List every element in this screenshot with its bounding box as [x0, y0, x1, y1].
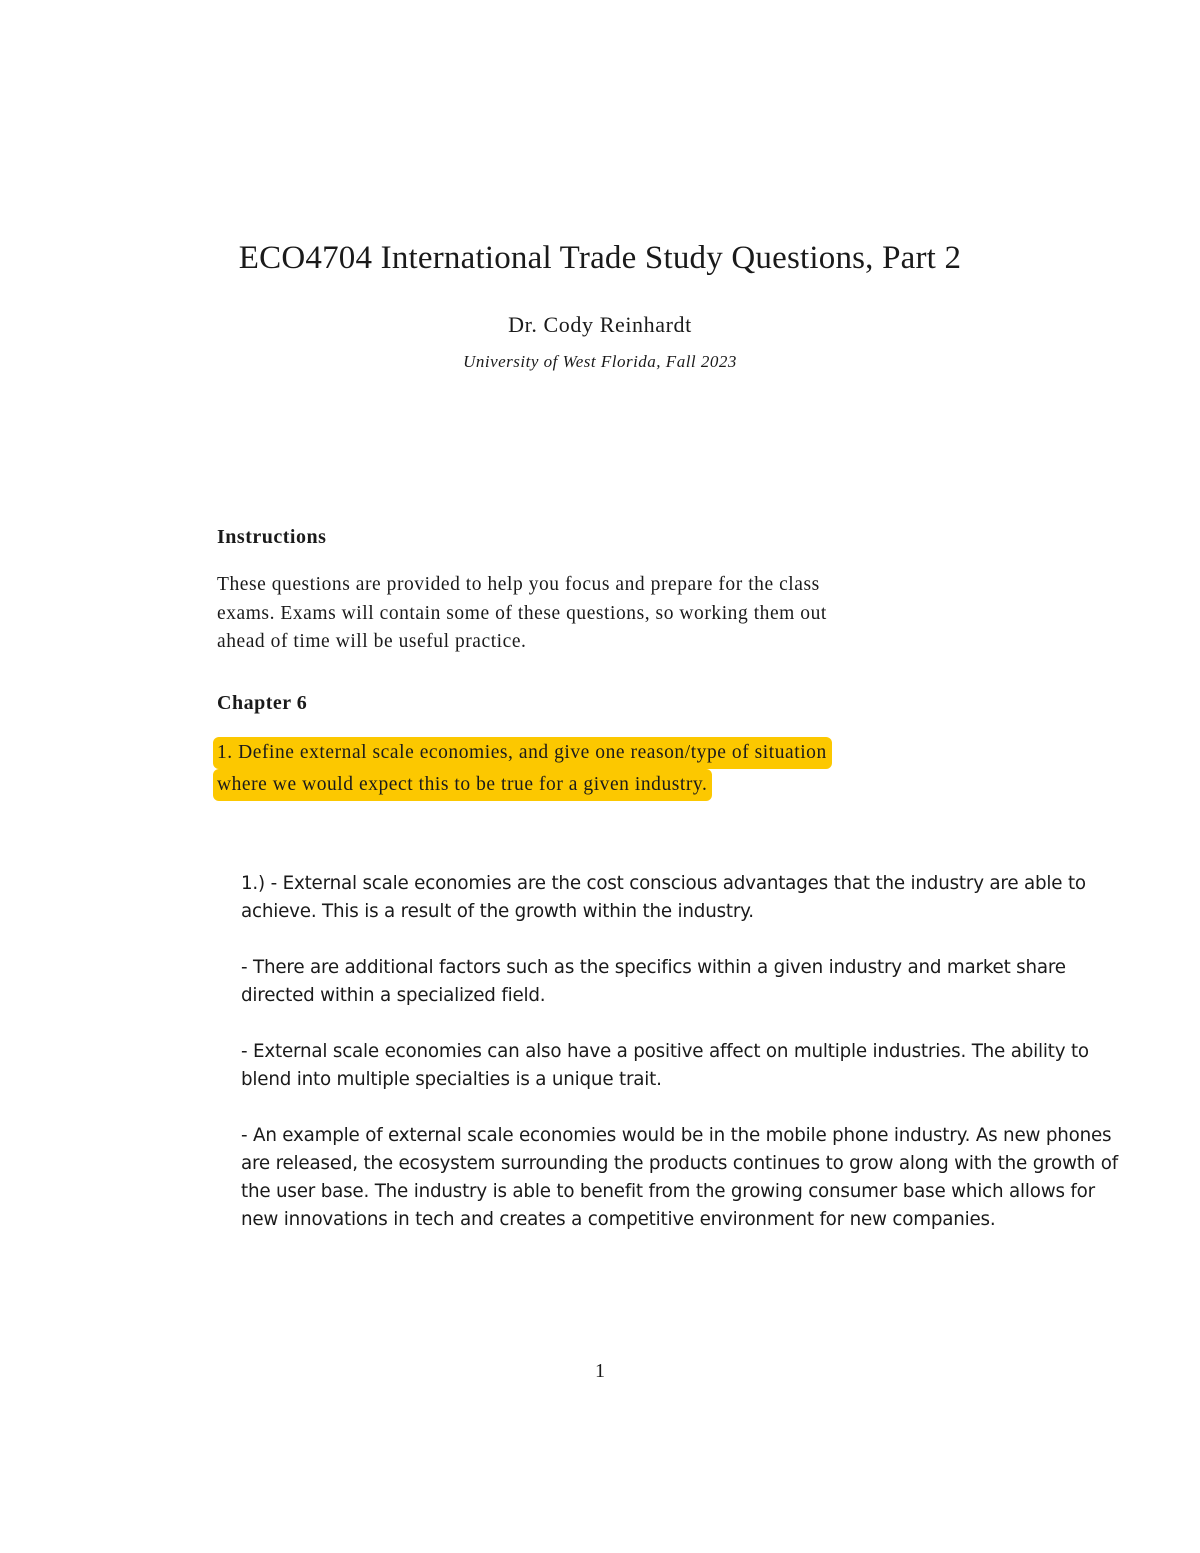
answer-paragraph	[241, 1122, 1171, 1234]
answer-paragraph	[241, 1038, 1171, 1094]
instructions-line: These questions are provided to help you focus and prepare for the class	[217, 574, 820, 595]
affiliation: University of West Florida, Fall 2023	[463, 352, 737, 371]
highlighted-question	[213, 737, 832, 801]
document-title: ECO4704 International Trade Study Questions, Part 2	[238, 240, 962, 276]
answer-line: blend into multiple specialties is a unique trait.	[241, 1069, 662, 1090]
author-name: Dr. Cody Reinhardt	[508, 312, 692, 337]
answer-paragraph	[241, 954, 1171, 1010]
answer-line: 1.) - External scale economies are the cost conscious advantages that the industry are able to	[241, 873, 1086, 894]
instructions-paragraph	[217, 571, 987, 657]
chapter-heading: Chapter 6	[217, 692, 308, 714]
answer-line: the user base. The industry is able to benefit from the growing consumer base which allows for	[241, 1181, 1095, 1202]
answer-line: are released, the ecosystem surrounding the products continues to grow along with the growth of	[241, 1153, 1118, 1174]
answer-line: - There are additional factors such as the specifics within a given industry and market share	[241, 957, 1066, 978]
instructions-line: exams. Exams will contain some of these questions, so working them out	[217, 602, 827, 624]
answer-line: - External scale economies can also have a positive affect on multiple industries. The ability to	[241, 1041, 1089, 1062]
answer-paragraph	[241, 870, 1171, 926]
answer-line: new innovations in tech and creates a competitive environment for new companies.	[241, 1209, 996, 1230]
answer-line: - An example of external scale economies would be in the mobile phone industry. As new phones	[241, 1125, 1112, 1146]
answer-block	[241, 870, 1171, 1262]
instructions-line: ahead of time will be useful practice.	[217, 631, 527, 652]
answer-line: directed within a specialized field.	[241, 985, 546, 1006]
answer-line: achieve. This is a result of the growth within the industry.	[241, 901, 754, 922]
instructions-heading: Instructions	[217, 526, 327, 548]
page-number: 1	[595, 1360, 605, 1382]
question-line-highlight: where we would expect this to be true for a given industry.	[213, 769, 712, 801]
question-line-highlight: 1. Define external scale economies, and give one reason/type of situation	[213, 737, 832, 769]
